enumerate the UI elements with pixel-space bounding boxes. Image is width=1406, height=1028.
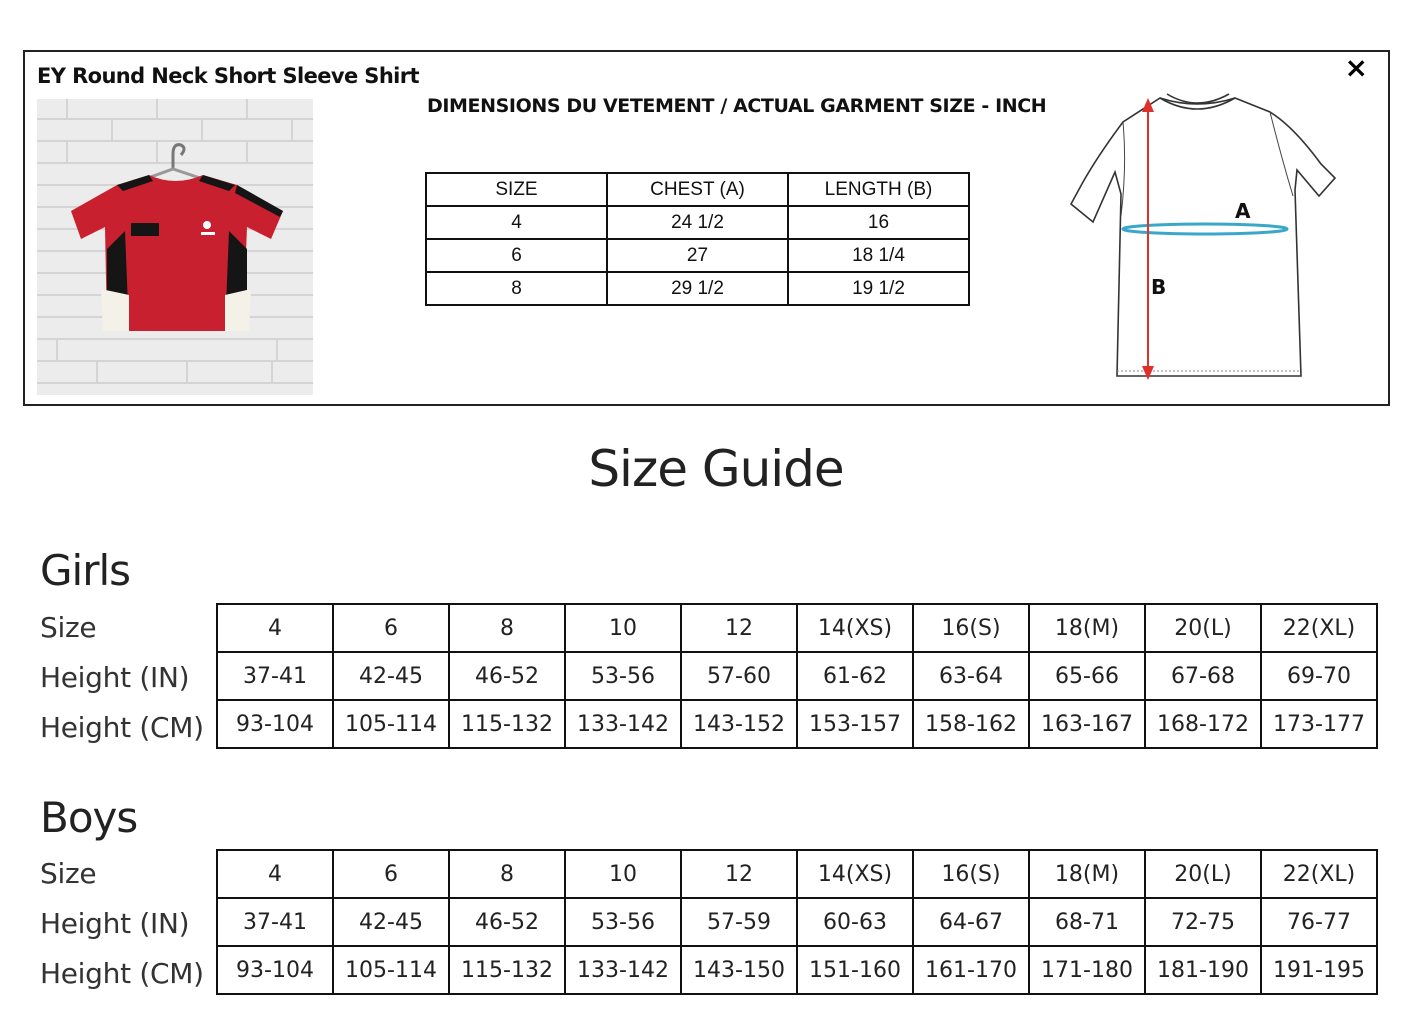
table-cell: 143-152 xyxy=(681,700,797,748)
table-cell: 168-172 xyxy=(1145,700,1261,748)
table-cell: 163-167 xyxy=(1029,700,1145,748)
table-cell: 76-77 xyxy=(1261,898,1377,946)
table-cell: 16(S) xyxy=(913,850,1029,898)
table-cell: 46-52 xyxy=(449,652,565,700)
table-cell: 8 xyxy=(449,850,565,898)
column-header: LENGTH (B) xyxy=(788,173,969,206)
table-cell: 68-71 xyxy=(1029,898,1145,946)
table-cell: 24 1/2 xyxy=(607,206,788,239)
table-cell: 93-104 xyxy=(217,946,333,994)
table-cell: 16(S) xyxy=(913,604,1029,652)
table-cell: 37-41 xyxy=(217,898,333,946)
garment-size-heading: DIMENSIONS DU VETEMENT / ACTUAL GARMENT SIZE - INCH xyxy=(427,95,1047,117)
table-cell: 18(M) xyxy=(1029,850,1145,898)
table-cell: 6 xyxy=(333,850,449,898)
table-cell: 63-64 xyxy=(913,652,1029,700)
table-cell: 4 xyxy=(426,206,607,239)
column-header: CHEST (A) xyxy=(607,173,788,206)
table-row xyxy=(217,850,1377,898)
table-row xyxy=(217,946,1377,994)
table-row xyxy=(426,239,969,272)
table-cell: 18(M) xyxy=(1029,604,1145,652)
table-cell: 10 xyxy=(565,850,681,898)
boys-section-title: Boys xyxy=(40,793,138,842)
girls-size-table xyxy=(216,603,1378,749)
table-cell: 161-170 xyxy=(913,946,1029,994)
table-cell: 72-75 xyxy=(1145,898,1261,946)
table-cell: 42-45 xyxy=(333,652,449,700)
table-cell: 69-70 xyxy=(1261,652,1377,700)
size-guide-title: Size Guide xyxy=(588,440,844,498)
table-row xyxy=(217,652,1377,700)
table-cell: 14(XS) xyxy=(797,604,913,652)
table-cell: 115-132 xyxy=(449,700,565,748)
table-cell: 6 xyxy=(426,239,607,272)
table-cell: 93-104 xyxy=(217,700,333,748)
table-cell: 57-60 xyxy=(681,652,797,700)
table-cell: 64-67 xyxy=(913,898,1029,946)
table-cell: 8 xyxy=(426,272,607,305)
table-cell: 16 xyxy=(788,206,969,239)
table-cell: 151-160 xyxy=(797,946,913,994)
table-cell: 46-52 xyxy=(449,898,565,946)
close-icon[interactable]: × xyxy=(1344,51,1368,84)
length-label-b: B xyxy=(1151,275,1167,299)
row-label-height-cm: Height (CM) xyxy=(40,711,204,744)
table-cell: 20(L) xyxy=(1145,604,1261,652)
boys-size-table xyxy=(216,849,1378,995)
row-label-size: Size xyxy=(40,611,97,644)
row-label-height-in: Height (IN) xyxy=(40,661,190,694)
table-cell: 10 xyxy=(565,604,681,652)
table-cell: 4 xyxy=(217,850,333,898)
table-row xyxy=(217,898,1377,946)
table-cell: 8 xyxy=(449,604,565,652)
row-label-height-in: Height (IN) xyxy=(40,907,190,940)
table-cell: 53-56 xyxy=(565,898,681,946)
garment-diagram xyxy=(1065,86,1345,386)
table-cell: 181-190 xyxy=(1145,946,1261,994)
table-cell: 19 1/2 xyxy=(788,272,969,305)
table-cell: 191-195 xyxy=(1261,946,1377,994)
table-cell: 57-59 xyxy=(681,898,797,946)
table-cell: 153-157 xyxy=(797,700,913,748)
table-cell: 22(XL) xyxy=(1261,604,1377,652)
table-row xyxy=(426,206,969,239)
table-cell: 20(L) xyxy=(1145,850,1261,898)
table-cell: 133-142 xyxy=(565,700,681,748)
table-cell: 61-62 xyxy=(797,652,913,700)
chest-label-a: A xyxy=(1235,199,1251,223)
table-cell: 6 xyxy=(333,604,449,652)
table-cell: 53-56 xyxy=(565,652,681,700)
table-cell: 4 xyxy=(217,604,333,652)
table-cell: 65-66 xyxy=(1029,652,1145,700)
row-label-size: Size xyxy=(40,857,97,890)
table-cell: 133-142 xyxy=(565,946,681,994)
table-cell: 14(XS) xyxy=(797,850,913,898)
garment-size-table xyxy=(425,172,970,306)
row-label-height-cm: Height (CM) xyxy=(40,957,204,990)
table-row xyxy=(217,700,1377,748)
table-cell: 27 xyxy=(607,239,788,272)
table-header-row xyxy=(426,173,969,206)
table-row xyxy=(426,272,969,305)
table-cell: 171-180 xyxy=(1029,946,1145,994)
girls-section-title: Girls xyxy=(40,546,131,595)
product-panel xyxy=(23,50,1390,406)
table-cell: 173-177 xyxy=(1261,700,1377,748)
table-cell: 42-45 xyxy=(333,898,449,946)
table-cell: 12 xyxy=(681,604,797,652)
table-cell: 22(XL) xyxy=(1261,850,1377,898)
table-cell: 12 xyxy=(681,850,797,898)
table-cell: 105-114 xyxy=(333,700,449,748)
table-cell: 143-150 xyxy=(681,946,797,994)
table-cell: 37-41 xyxy=(217,652,333,700)
product-title: EY Round Neck Short Sleeve Shirt xyxy=(37,64,419,88)
column-header: SIZE xyxy=(426,173,607,206)
table-cell: 67-68 xyxy=(1145,652,1261,700)
table-cell: 18 1/4 xyxy=(788,239,969,272)
table-cell: 29 1/2 xyxy=(607,272,788,305)
product-photo xyxy=(37,99,313,395)
table-row xyxy=(217,604,1377,652)
table-cell: 115-132 xyxy=(449,946,565,994)
table-cell: 158-162 xyxy=(913,700,1029,748)
table-cell: 105-114 xyxy=(333,946,449,994)
table-cell: 60-63 xyxy=(797,898,913,946)
